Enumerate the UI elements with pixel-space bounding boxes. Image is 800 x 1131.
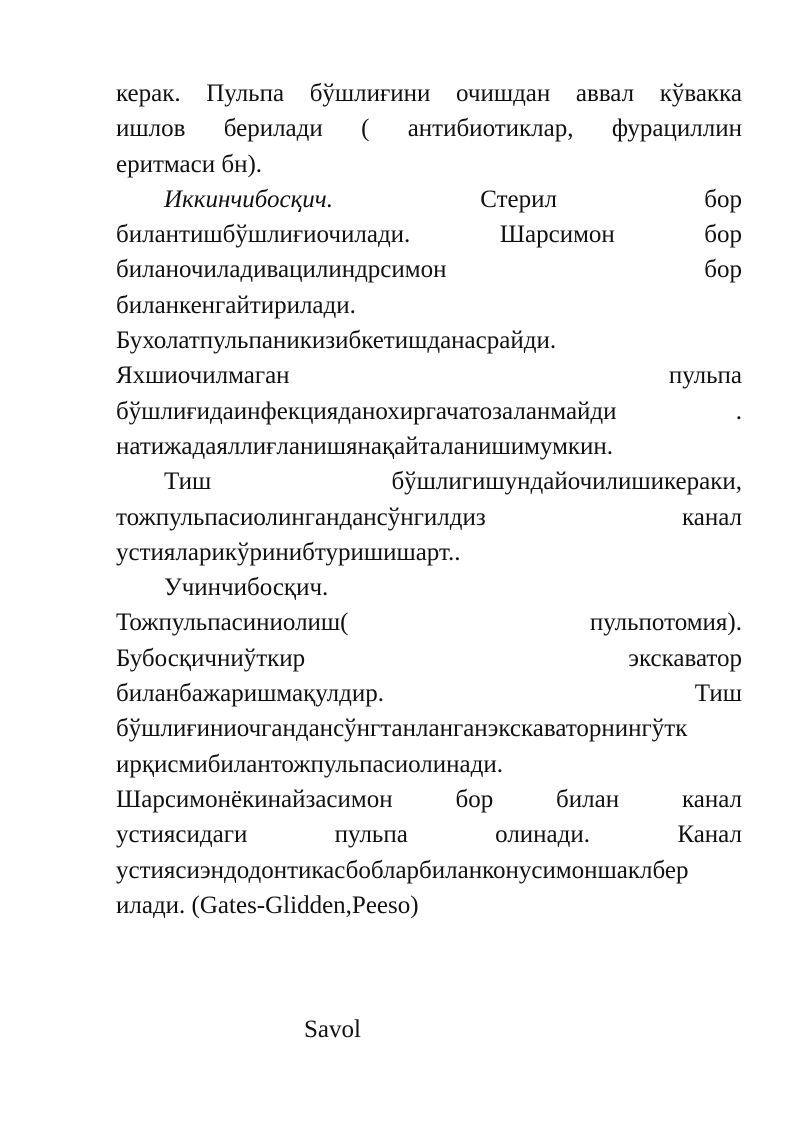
text-word: ( bbox=[361, 115, 370, 143]
footer-heading: Savol bbox=[304, 1016, 361, 1043]
text-word: Учинчибосқич. bbox=[164, 574, 329, 602]
text-word: билантишбўшлиғиочилади. bbox=[116, 221, 411, 249]
text-word: натижадаяллиғланишянақайталанишимумкин. bbox=[116, 432, 614, 460]
text-word: ишлов bbox=[116, 115, 186, 143]
text-line bbox=[116, 711, 742, 746]
text-word: пульпа bbox=[334, 821, 408, 849]
text-word: пульпотомия). bbox=[589, 609, 742, 637]
text-word: Иккинчибосқич. bbox=[164, 185, 333, 213]
text-word: Яхшиочилмаган bbox=[116, 362, 290, 390]
text-word: канал bbox=[681, 785, 742, 813]
text-line bbox=[116, 888, 742, 923]
text-word: канал bbox=[681, 503, 742, 531]
text-word: Бубосқичниўткир bbox=[116, 644, 306, 672]
text-word: устияларикўринибтуришишарт.. bbox=[116, 538, 461, 566]
text-line bbox=[116, 323, 742, 358]
text-word: устиясиэндодонтикасбобларбиланконусимоншаклбер bbox=[116, 856, 689, 884]
text-word: . bbox=[735, 397, 742, 425]
text-word: Бухолатпульпаникизибкетишданасрайди. bbox=[116, 327, 557, 355]
text-word: биланкенгайтирилади. bbox=[116, 291, 356, 319]
text-word: бўшлиғидаинфекцияданохиргачатозаланмайди bbox=[116, 397, 617, 425]
text-word: тожпульпасиолингандансўнгилдиз bbox=[116, 503, 486, 531]
text-line bbox=[116, 535, 742, 570]
text-word: кўвакка bbox=[659, 80, 742, 107]
text-word: берилади bbox=[223, 115, 323, 143]
text-word: бор bbox=[704, 256, 742, 284]
text-line bbox=[116, 570, 742, 605]
text-word: Канал bbox=[677, 821, 742, 849]
text-line bbox=[116, 288, 742, 323]
text-line bbox=[116, 429, 742, 464]
text-word: биланбажаришмақулдир. bbox=[116, 680, 384, 708]
text-line bbox=[116, 111, 742, 146]
text-word: бўшлигишундайочилишикераки, bbox=[391, 468, 742, 496]
text-word: Шарсимон bbox=[499, 221, 615, 249]
text-word: Пульпа bbox=[206, 80, 285, 107]
text-word: олинади. bbox=[495, 821, 591, 849]
text-word: Тиш bbox=[694, 680, 742, 708]
text-line bbox=[116, 676, 742, 711]
text-word: бор bbox=[704, 185, 742, 213]
text-line bbox=[116, 394, 742, 429]
text-line bbox=[116, 817, 742, 852]
text-word: очишдан bbox=[456, 80, 551, 107]
text-word: ирқисмибилантожпульпасиолинади. bbox=[116, 750, 503, 778]
text-line bbox=[116, 217, 742, 252]
text-line bbox=[116, 358, 742, 393]
text-line bbox=[116, 853, 742, 888]
text-word: бўшлиғини bbox=[309, 80, 431, 107]
text-word: Стерил bbox=[480, 185, 557, 213]
text-word: еритмаси бн). bbox=[116, 150, 263, 178]
text-line bbox=[116, 641, 742, 676]
text-word: антибиотиклар, bbox=[407, 115, 574, 143]
text-word: фурациллин bbox=[611, 115, 742, 143]
text-word: бор bbox=[455, 785, 494, 813]
text-word: биланочиладивацилиндрсимон bbox=[116, 256, 447, 284]
text-word: устиясидаги bbox=[116, 821, 248, 849]
text-line bbox=[116, 182, 742, 217]
text-word: Тиш bbox=[164, 468, 212, 496]
text-word: аввал bbox=[575, 80, 635, 107]
text-word: илади. (Gates-Glidden,Peeso) bbox=[116, 891, 419, 919]
text-word: билан bbox=[556, 785, 620, 813]
text-line bbox=[116, 76, 742, 111]
text-word: керак. bbox=[116, 80, 181, 107]
text-line bbox=[116, 500, 742, 535]
text-word: бор bbox=[704, 221, 742, 249]
text-line bbox=[116, 605, 742, 640]
text-line bbox=[116, 252, 742, 287]
text-line bbox=[116, 782, 742, 817]
text-word: пульпа bbox=[668, 362, 742, 390]
text-line bbox=[116, 747, 742, 782]
text-line bbox=[116, 464, 742, 499]
text-word: бўшлиғиниочгандансўнгтанланганэкскаваторнингўтк bbox=[116, 715, 688, 743]
text-word: Шарсимонёкинайзасимон bbox=[116, 785, 393, 813]
text-word: Тожпульпасиниолиш( bbox=[116, 609, 349, 637]
document-page bbox=[116, 76, 742, 923]
text-line bbox=[116, 147, 742, 182]
text-word: экскаватор bbox=[628, 644, 742, 672]
